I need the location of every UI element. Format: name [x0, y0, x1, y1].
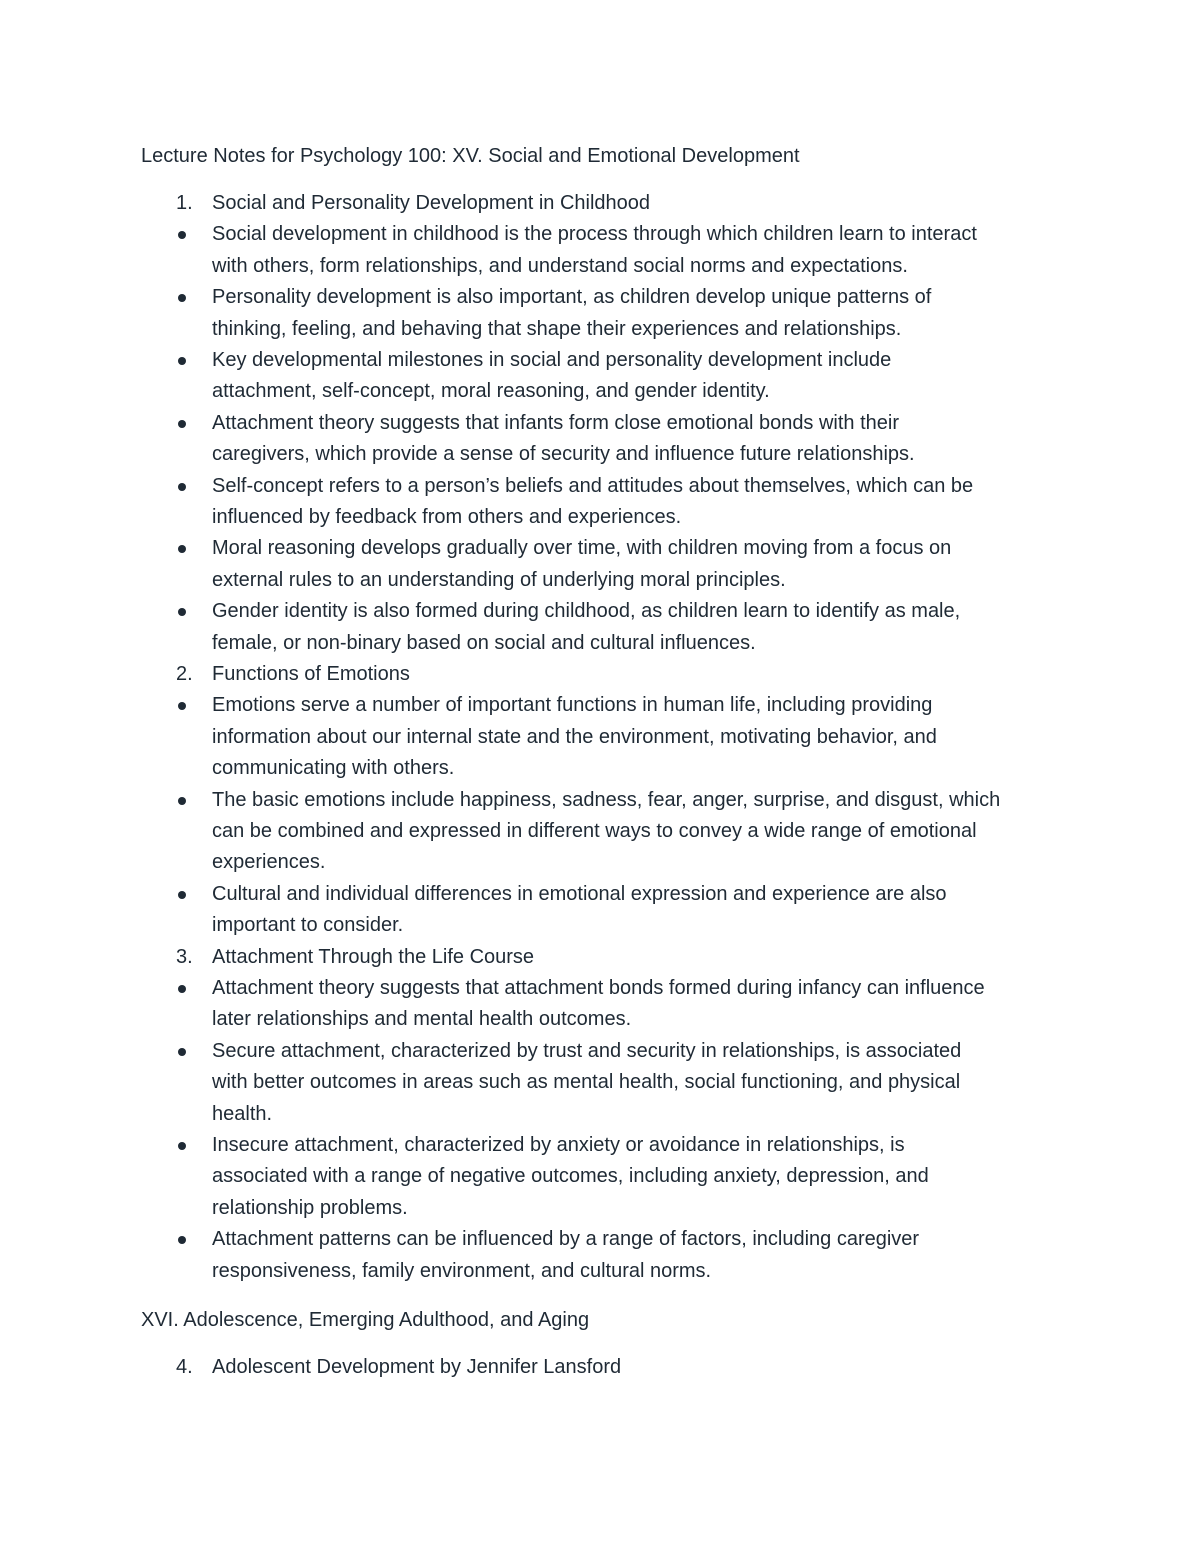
bullet-icon [178, 797, 186, 805]
list-item-heading: Social and Personality Development in Childhood [212, 192, 651, 214]
bullet-icon [178, 294, 186, 302]
bullet-text: relationship problems. [212, 1196, 408, 1219]
bullet-icon [178, 1142, 186, 1150]
list-number: 4. [176, 1356, 193, 1378]
bullet-text: Moral reasoning develops gradually over time, with children moving from a focus on [212, 537, 952, 560]
bullet-text: influenced by feedback from others and experiences. [212, 506, 682, 528]
bullet-text: important to consider. [212, 914, 404, 937]
bullet-text: health. [212, 1102, 273, 1125]
bullet-text: Attachment patterns can be influenced by a range of factors, including caregiver [212, 1228, 920, 1251]
bullet-icon [178, 702, 186, 710]
bullet-text: Secure attachment, characterized by trust and security in relationships, is associated [212, 1039, 962, 1062]
list-item-heading: Attachment Through the Life Course [212, 945, 535, 968]
bullet-text: Attachment theory suggests that infants form close emotional bonds with their [212, 411, 900, 434]
bullet-text: external rules to an understanding of underlying moral principles. [212, 568, 786, 591]
bullet-text: with others, form relationships, and understand social norms and expectations. [212, 254, 908, 277]
bullet-text: later relationships and mental health outcomes. [212, 1008, 632, 1031]
list-number: 2. [176, 663, 193, 685]
document-title: Lecture Notes for Psychology 100: XV. Social and Emotional Development [141, 145, 800, 167]
bullet-text: experiences. [212, 851, 326, 874]
bullet-text: Gender identity is also formed during childhood, as children learn to identify as male, [212, 600, 961, 623]
bullet-text: can be combined and expressed in different ways to convey a wide range of emotional [212, 820, 977, 842]
bullet-icon [178, 1048, 186, 1056]
bullet-text: attachment, self-concept, moral reasoning, and gender identity. [212, 380, 770, 403]
bullet-text: Cultural and individual differences in emotional expression and experience are also [212, 882, 947, 905]
bullet-text: Attachment theory suggests that attachment bonds formed during infancy can influence [212, 977, 985, 999]
bullet-text: The basic emotions include happiness, sadness, fear, anger, surprise, and disgust, which [212, 788, 1001, 811]
bullet-text: Social development in childhood is the process through which children learn to interact [212, 223, 977, 246]
bullet-icon [178, 1236, 186, 1244]
bullet-text: Insecure attachment, characterized by anxiety or avoidance in relationships, is [212, 1134, 905, 1156]
bullet-icon [178, 985, 186, 993]
list-item-heading: Adolescent Development by Jennifer Lansford [212, 1356, 622, 1378]
bullet-text: with better outcomes in areas such as mental health, social functioning, and physical [212, 1071, 961, 1094]
bullet-text: Key developmental milestones in social and personality development include [212, 349, 892, 371]
bullet-text: communicating with others. [212, 757, 455, 780]
bullet-icon [178, 608, 186, 616]
bullet-text: associated with a range of negative outcomes, including anxiety, depression, and [212, 1165, 929, 1188]
list-number: 3. [176, 945, 193, 968]
bullet-text: Self-concept refers to a person’s beliefs and attitudes about themselves, which can be [212, 474, 974, 497]
list-number: 1. [176, 192, 193, 214]
bullet-text: Emotions serve a number of important functions in human life, including providing [212, 694, 933, 717]
bullet-text: thinking, feeling, and behaving that shape their experiences and relationships. [212, 317, 902, 340]
bullet-icon [178, 891, 186, 899]
bullet-icon [178, 545, 186, 553]
section-heading: XVI. Adolescence, Emerging Adulthood, and Aging [141, 1309, 590, 1331]
list-item-heading: Functions of Emotions [212, 663, 410, 685]
bullet-text: female, or non-binary based on social and cultural influences. [212, 631, 756, 654]
bullet-text: information about our internal state and the environment, motivating behavior, and [212, 725, 937, 748]
bullet-text: Personality development is also important, as children develop unique patterns of [212, 286, 932, 309]
bullet-icon [178, 483, 186, 491]
bullet-icon [178, 420, 186, 428]
bullet-icon [178, 231, 186, 239]
bullet-text: caregivers, which provide a sense of security and influence future relationships. [212, 443, 915, 466]
bullet-icon [178, 357, 186, 365]
bullet-text: responsiveness, family environment, and cultural norms. [212, 1259, 712, 1282]
